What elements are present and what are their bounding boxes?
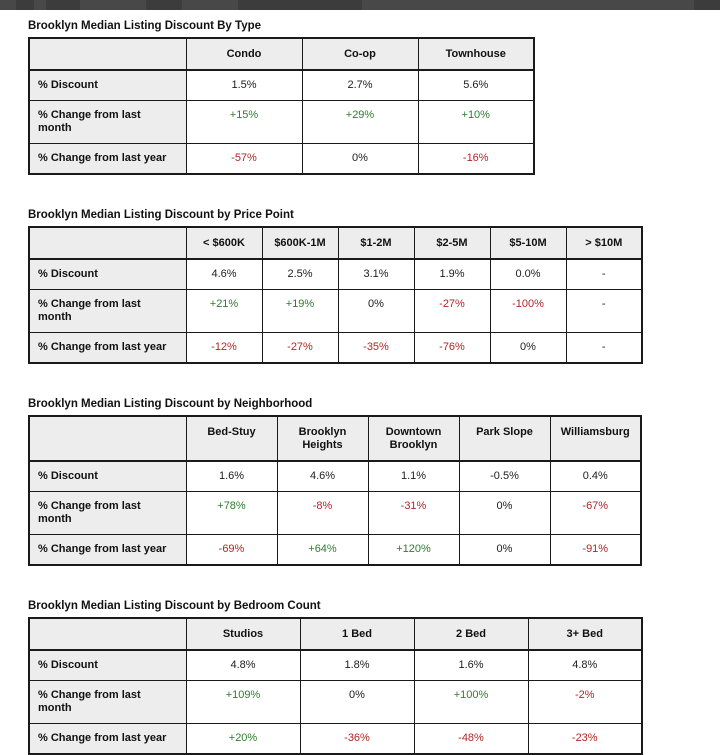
value-cell: 0% (300, 681, 414, 724)
value-cell: 0% (459, 535, 550, 566)
table-title: Brooklyn Median Listing Discount by Neighborhood (28, 398, 313, 410)
table-row (29, 681, 642, 724)
row-label-cell: % Discount (29, 259, 186, 290)
value-cell: -67% (550, 492, 641, 535)
column-header-cell: 3+ Bed (528, 618, 642, 650)
table-row (29, 101, 534, 144)
value-cell: 1.1% (368, 461, 459, 492)
table-row (29, 333, 642, 364)
table-block-by-price-point (28, 209, 720, 364)
value-cell: -27% (262, 333, 338, 364)
browser-tab-remnant (238, 0, 362, 10)
value-cell: -48% (414, 724, 528, 755)
column-header-cell: Park Slope (459, 416, 550, 461)
table-block-by-type (28, 20, 720, 175)
table-row (29, 724, 642, 755)
value-cell: +19% (262, 290, 338, 333)
table-row (29, 461, 641, 492)
value-cell: 1.8% (300, 650, 414, 681)
value-cell: +29% (302, 101, 418, 144)
column-header-cell: Brooklyn Heights (277, 416, 368, 461)
value-cell: 2.7% (302, 70, 418, 101)
value-cell: +20% (186, 724, 300, 755)
row-label-cell: % Change from last month (29, 290, 186, 333)
value-cell: -35% (338, 333, 414, 364)
table-title: Brooklyn Median Listing Discount By Type (28, 20, 262, 32)
value-cell: -91% (550, 535, 641, 566)
column-header-cell: < $600K (186, 227, 262, 259)
table-by-type (28, 37, 535, 175)
value-cell: -16% (418, 144, 534, 175)
value-cell: -27% (414, 290, 490, 333)
header-row (29, 618, 642, 650)
column-header-cell: Condo (186, 38, 302, 70)
header-row (29, 38, 534, 70)
browser-tab-remnant (46, 0, 80, 10)
value-cell: -12% (186, 333, 262, 364)
value-cell: 4.6% (186, 259, 262, 290)
value-cell: +109% (186, 681, 300, 724)
value-cell: 0.0% (490, 259, 566, 290)
value-cell: 0% (302, 144, 418, 175)
column-header-cell: Townhouse (418, 38, 534, 70)
header-row (29, 416, 641, 461)
value-cell: 4.6% (277, 461, 368, 492)
browser-tab-strip (0, 0, 720, 10)
value-cell: 1.6% (186, 461, 277, 492)
value-cell: 4.8% (186, 650, 300, 681)
table-row (29, 535, 641, 566)
value-cell: -57% (186, 144, 302, 175)
header-row (29, 227, 642, 259)
corner-cell (29, 416, 186, 461)
table-row (29, 290, 642, 333)
table-row (29, 492, 641, 535)
row-label-cell: % Discount (29, 461, 186, 492)
value-cell: - (566, 290, 642, 333)
table-row (29, 259, 642, 290)
row-label-cell: % Discount (29, 70, 186, 101)
row-label-cell: % Change from last month (29, 101, 186, 144)
table-block-by-bedroom-count (28, 600, 720, 755)
value-cell: 5.6% (418, 70, 534, 101)
value-cell: -8% (277, 492, 368, 535)
column-header-cell: > $10M (566, 227, 642, 259)
value-cell: 1.5% (186, 70, 302, 101)
corner-cell (29, 618, 186, 650)
value-cell: -36% (300, 724, 414, 755)
value-cell: 0% (490, 333, 566, 364)
value-cell: -31% (368, 492, 459, 535)
table-row (29, 70, 534, 101)
row-label-cell: % Change from last year (29, 724, 186, 755)
row-label-cell: % Change from last month (29, 492, 186, 535)
value-cell: -76% (414, 333, 490, 364)
value-cell: 4.8% (528, 650, 642, 681)
browser-tab-remnant (694, 0, 720, 10)
value-cell: - (566, 259, 642, 290)
value-cell: +100% (414, 681, 528, 724)
column-header-cell: $1-2M (338, 227, 414, 259)
browser-tab-remnant (146, 0, 182, 10)
column-header-cell: Downtown Brooklyn (368, 416, 459, 461)
table-title: Brooklyn Median Listing Discount by Bedroom Count (28, 600, 321, 612)
value-cell: 0% (459, 492, 550, 535)
row-label-cell: % Change from last year (29, 535, 186, 566)
table-title: Brooklyn Median Listing Discount by Price Point (28, 209, 294, 221)
value-cell: 0.4% (550, 461, 641, 492)
value-cell: +120% (368, 535, 459, 566)
row-label-cell: % Change from last year (29, 333, 186, 364)
table-block-by-neighborhood (28, 398, 720, 566)
column-header-cell: 1 Bed (300, 618, 414, 650)
row-label-cell: % Change from last year (29, 144, 186, 175)
value-cell: -23% (528, 724, 642, 755)
row-label-cell: % Change from last month (29, 681, 186, 724)
value-cell: +10% (418, 101, 534, 144)
value-cell: 3.1% (338, 259, 414, 290)
value-cell: 1.9% (414, 259, 490, 290)
table-row (29, 650, 642, 681)
column-header-cell: $5-10M (490, 227, 566, 259)
report-content (0, 10, 720, 755)
value-cell: -2% (528, 681, 642, 724)
value-cell: +64% (277, 535, 368, 566)
row-label-cell: % Discount (29, 650, 186, 681)
corner-cell (29, 227, 186, 259)
value-cell: - (566, 333, 642, 364)
column-header-cell: Bed-Stuy (186, 416, 277, 461)
column-header-cell: Williamsburg (550, 416, 641, 461)
table-row (29, 144, 534, 175)
column-header-cell: Studios (186, 618, 300, 650)
table-by-bedroom-count (28, 617, 643, 755)
value-cell: -69% (186, 535, 277, 566)
column-header-cell: $2-5M (414, 227, 490, 259)
column-header-cell: $600K-1M (262, 227, 338, 259)
value-cell: 0% (338, 290, 414, 333)
value-cell: 1.6% (414, 650, 528, 681)
value-cell: -100% (490, 290, 566, 333)
column-header-cell: Co-op (302, 38, 418, 70)
value-cell: -0.5% (459, 461, 550, 492)
value-cell: +21% (186, 290, 262, 333)
column-header-cell: 2 Bed (414, 618, 528, 650)
table-by-neighborhood (28, 415, 642, 566)
value-cell: +15% (186, 101, 302, 144)
browser-tab-remnant (16, 0, 34, 10)
corner-cell (29, 38, 186, 70)
table-by-price-point (28, 226, 643, 364)
value-cell: +78% (186, 492, 277, 535)
value-cell: 2.5% (262, 259, 338, 290)
